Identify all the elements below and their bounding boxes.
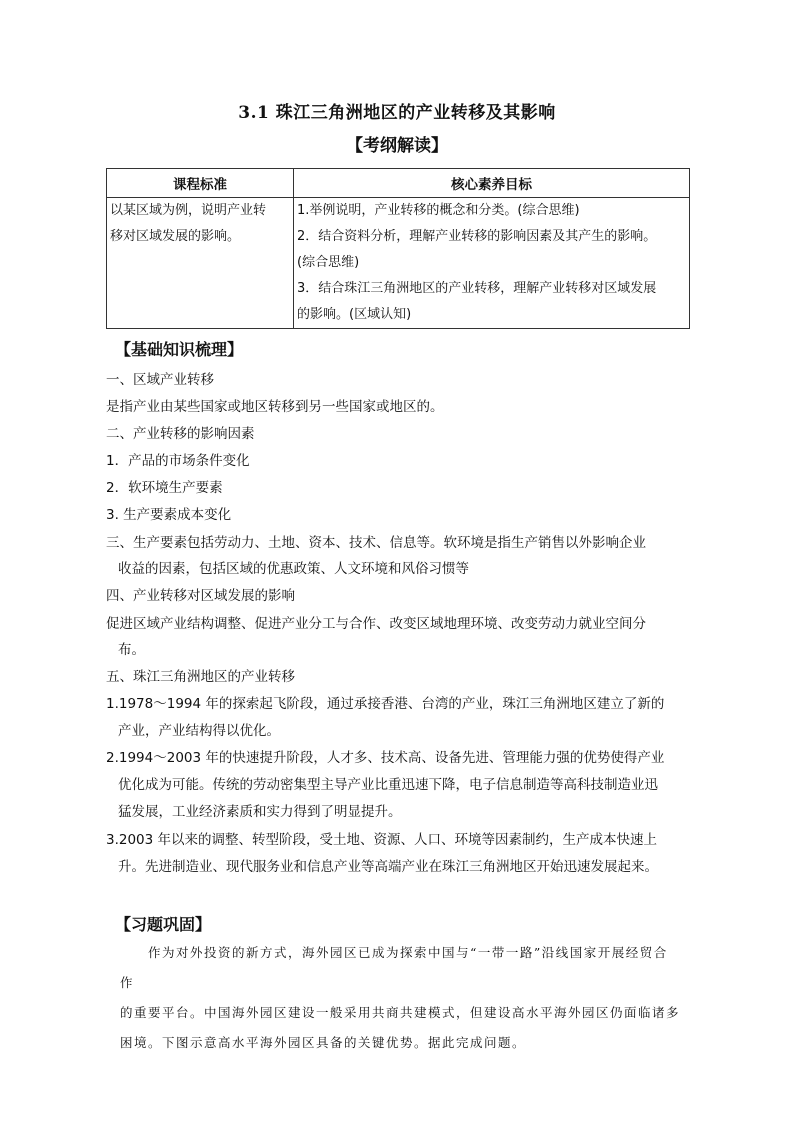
exercise-line: 作为对外投资的新方式，海外园区已成为探索中国与“一带一路”沿线国家开展经贸合作 — [120, 945, 668, 990]
text-line: 1.1978～1994 年的探索起飞阶段，通过承接香港、台湾的产业，珠江三角洲地区建立了新的 — [106, 696, 665, 712]
cell-line: (综合思维) — [297, 255, 360, 270]
text-line: 促进区域产业结构调整、促进产业分工与合作、改变区域地理环境、改变劳动力就业空间分 — [106, 616, 646, 632]
cell-line: 1.举例说明，产业转移的概念和分类。(综合思维) — [297, 203, 580, 218]
text-line: 3. 生产要素成本变化 — [106, 507, 232, 523]
section-heading-basics: 【基础知识梳理】 — [115, 340, 244, 359]
table-cell-standard — [107, 198, 294, 329]
section-heading-syllabus: 【考纲解读】 — [346, 136, 448, 156]
section-heading-exercises: 【习题巩固】 — [115, 915, 212, 934]
text-line: 1．产品的市场条件变化 — [106, 453, 250, 469]
page-title: 3.1 珠江三角洲地区的产业转移及其影响 — [238, 103, 556, 123]
cell-line: 3．结合珠江三角洲地区的产业转移，理解产业转移对区域发展 — [297, 281, 657, 296]
exercise-line: 困境。下图示意高水平海外园区具备的关键优势。据此完成问题。 — [120, 1035, 527, 1050]
cell-line: 以某区域为例，说明产业转 — [110, 203, 267, 218]
text-line: 五、珠江三角洲地区的产业转移 — [106, 669, 295, 685]
cell-line: 2．结合资料分析，理解产业转移的影响因素及其产生的影响。 — [297, 229, 657, 244]
text-line: 一、区域产业转移 — [106, 372, 214, 388]
table-header-cell: 核心素养目标 — [294, 169, 690, 198]
table-header-row — [107, 169, 690, 198]
text-line: 二、产业转移的影响因素 — [106, 426, 255, 442]
text-line: 是指产业由某些国家或地区转移到另一些国家或地区的。 — [106, 399, 444, 415]
standards-table — [106, 168, 690, 329]
table-cell-goals — [294, 198, 690, 329]
exercise-line: 的重要平台。中国海外园区建设一般采用共商共建模式，但建设高水平海外园区仍面临诸多 — [120, 1005, 681, 1020]
text-line: 四、产业转移对区域发展的影响 — [106, 588, 295, 604]
text-line: 收益的因素，包括区域的优惠政策、人文环境和风俗习惯等 — [118, 561, 469, 577]
text-line: 3.2003 年以来的调整、转型阶段，受土地、资源、人口、环境等因素制约，生产成本快速上 — [106, 832, 658, 848]
text-line: 升。先进制造业、现代服务业和信息产业等高端产业在珠江三角洲地区开始迅速发展起来。 — [118, 859, 658, 875]
cell-line: 移对区域发展的影响。 — [110, 229, 241, 244]
text-line: 产业，产业结构得以优化。 — [118, 723, 280, 739]
text-line: 2．软环境生产要素 — [106, 480, 223, 496]
exercise-paragraph — [120, 938, 680, 1058]
text-line: 2.1994～2003 年的快速提升阶段，人才多、技术高、设备先进、管理能力强的优势使得产业 — [106, 750, 665, 766]
text-line: 猛发展，工业经济素质和实力得到了明显提升。 — [118, 804, 402, 820]
table-row — [107, 198, 690, 329]
text-line: 三、生产要素包括劳动力、土地、资本、技术、信息等。软环境是指生产销售以外影响企业 — [106, 535, 646, 551]
text-line: 优化成为可能。传统的劳动密集型主导产业比重迅速下降，电子信息制造等高科技制造业迅 — [118, 777, 658, 793]
text-line: 布。 — [118, 642, 145, 658]
table-header-cell: 课程标准 — [107, 169, 294, 198]
cell-line: 的影响。(区域认知) — [297, 307, 412, 322]
